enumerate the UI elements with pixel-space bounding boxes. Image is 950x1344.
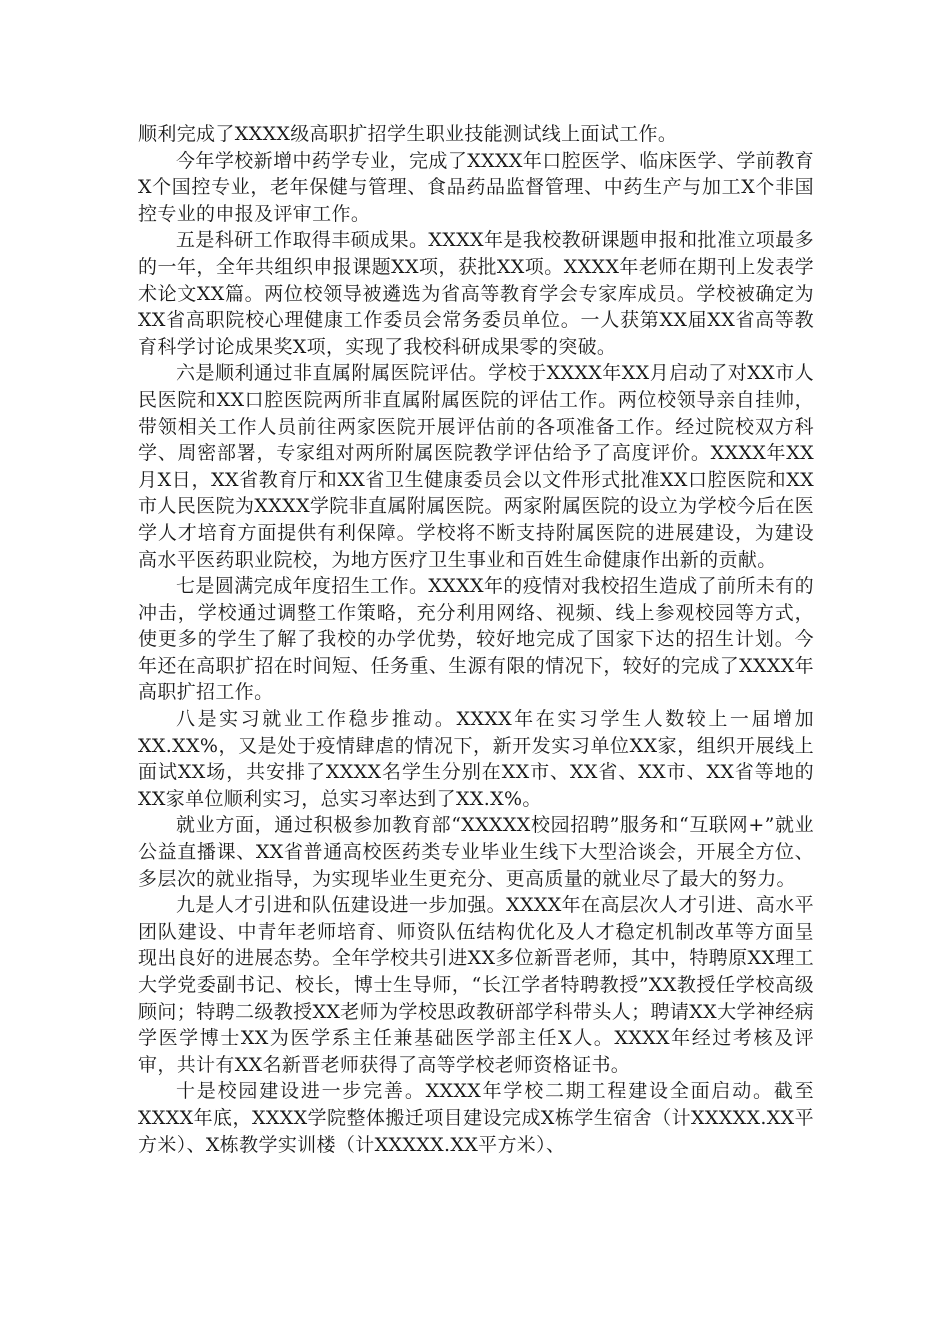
- paragraph-campus: 十是校园建设进一步完善。XXXX年学校二期工程建设全面启动。截至XXXX年底，XXXX学院整体搬迁项目建设完成X栋学生宿舍（计XXXXX.XX平方米）、X栋教学实训楼（计XXXXX.XX平方米）、: [138, 1080, 814, 1156]
- paragraph-talent: 九是人才引进和队伍建设进一步加强。XXXX年在高层次人才引进、高水平团队建设、中青年老师培育、师资队伍结构优化及人才稳定机制改革等方面呈现出良好的进展态势。全年学校共引进XX多位新晋老师，其中，特聘原XX理工大学党委副书记、校长，博士生导师，“长江学者特聘教授”XX教授任学校高级顾问；特聘二级教授XX老师为学校思政教研部学科带头人；聘请XX大学神经病学医学博士XX为医学系主任兼基础医学部主任X人。XXXX年经过考核及评审，共计有XX名新晋老师获得了高等学校老师资格证书。: [138, 894, 814, 1076]
- paragraph-new-majors: 今年学校新增中药学专业，完成了XXXX年口腔医学、临床医学、学前教育X个国控专业，老年保健与管理、食品药品监督管理、中药生产与加工X个非国控专业的申报及评审工作。: [138, 149, 814, 225]
- paragraph-research: 五是科研工作取得丰硕成果。XXXX年是我校教研课题申报和批准立项最多的一年，全年共组织申报课题XX项，获批XX项。XXXX年老师在期刊上发表学术论文XX篇。两位校领导被遴选为省高等教育学会专家库成员。学校被确定为XX省高职院校心理健康工作委员会常务委员单位。一人获第XX届XX省高等教育科学讨论成果奖X项，实现了我校科研成果零的突破。: [138, 229, 814, 358]
- paragraph-admissions: 七是圆满完成年度招生工作。XXXX年的疫情对我校招生造成了前所未有的冲击，学校通过调整工作策略，充分利用网络、视频、线上参观校园等方式，使更多的学生了解了我校的办学优势，较好地完成了国家下达的招生计划。今年还在高职扩招在时间短、任务重、生源有限的情况下，较好的完成了XXXX年高职扩招工作。: [138, 575, 814, 704]
- paragraph-employment: 就业方面，通过积极参加教育部“XXXXX校园招聘”服务和“互联网+”就业公益直播课、XX省普通高校医药类专业毕业生线下大型洽谈会，开展全方位、多层次的就业指导，为实现毕业生更充分、更高质量的就业尽了最大的努力。: [138, 814, 814, 890]
- paragraph-internship: 八是实习就业工作稳步推动。XXXX年在实习学生人数较上一届增加XX.XX%，又是处于疫情肆虐的情况下，新开发实习单位XX家，组织开展线上面试XX场，共安排了XXXX名学生分别在XX市、XX省、XX市、XX省等地的XX家单位顺利实习，总实习率达到了XX.X%。: [138, 708, 814, 810]
- paragraph-affiliated-hospitals: 六是顺利通过非直属附属医院评估。学校于XXXX年XX月启动了对XX市人民医院和XX口腔医院两所非直属附属医院的评估工作。两位校领导亲自挂帅，带领相关工作人员前往两家医院开展评估前的各项准备工作。经过院校双方科学、周密部署，专家组对两所附属医院教学评估给予了高度评价。XXXX年XX月X日，XX省教育厅和XX省卫生健康委员会以文件形式批准XX口腔医院和XX市人民医院为XXXX学院非直属附属医院。两家附属医院的设立为学校今后在医学人才培育方面提供有利保障。学校将不断支持附属医院的进展建设，为建设高水平医药职业院校，为地方医疗卫生事业和百姓生命健康作出新的贡献。: [138, 362, 814, 571]
- document-body: [138, 121, 814, 1158]
- paragraph-continuation: 顺利完成了XXXX级高职扩招学生职业技能测试线上面试工作。: [138, 123, 678, 145]
